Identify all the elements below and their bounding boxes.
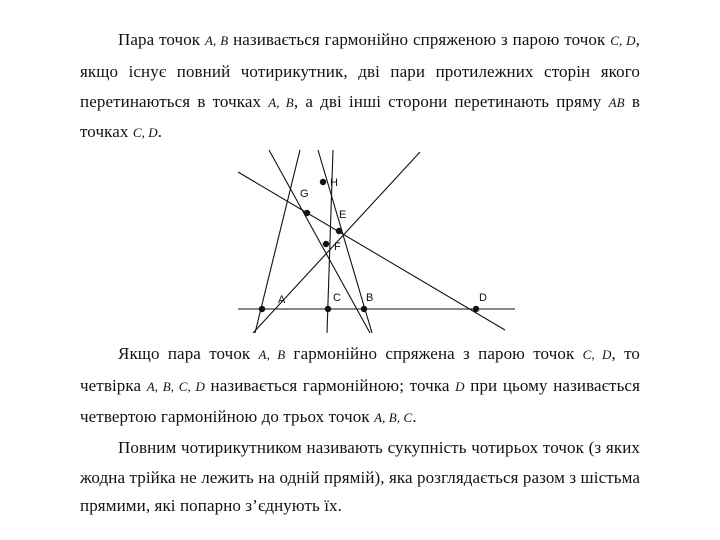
point-a [259, 306, 265, 312]
math-d: D [455, 379, 465, 394]
point-b [361, 306, 367, 312]
label-a: A [278, 294, 286, 306]
label-b: B [366, 292, 374, 304]
math-abc: A, B, C [374, 410, 413, 425]
math-ab: A, B [258, 347, 286, 362]
text: . [412, 407, 417, 426]
label-g: G [300, 188, 309, 200]
label-h: H [330, 177, 338, 189]
point-e [336, 228, 342, 234]
text: називається гармонійно спряженою з парою точок [233, 30, 606, 49]
math-cd: C, D [582, 347, 612, 362]
para3-line2 [80, 468, 640, 488]
text: при цьому називається [470, 376, 640, 395]
para2-line2 [80, 376, 640, 397]
math-ab: A, B [268, 95, 294, 110]
para2-line3 [80, 407, 417, 428]
point-h [320, 179, 326, 185]
text: жодна трійка не лежить на одній прямій), яка розглядається разом з шістьма [80, 468, 640, 487]
math-abcd: A, B, C, D [146, 379, 205, 394]
para2-line1 [118, 344, 640, 365]
text: якщо існує повний чотирикутник, дві пари протилежних сторін якого [80, 62, 640, 81]
para3-line1 [118, 438, 640, 458]
math-ab: A, B [204, 33, 229, 48]
label-c: C [333, 292, 341, 304]
text: , [635, 30, 640, 49]
para3-line3 [80, 496, 342, 516]
math-cd: C, D [610, 33, 636, 48]
text: перетинаються в точках [80, 92, 262, 111]
label-e: E [339, 209, 347, 221]
text: , то [611, 344, 640, 363]
point-c [325, 306, 331, 312]
text: . [157, 122, 163, 141]
point-g [304, 210, 310, 216]
text: четвірка [80, 376, 142, 395]
label-d: D [479, 292, 487, 304]
text: в [631, 92, 640, 111]
text: прямими, які попарно з’єднують їх. [80, 496, 342, 515]
text: Пара точок [118, 30, 201, 49]
text: точках [80, 122, 129, 141]
math-cd: C, D [132, 125, 158, 140]
label-f: F [334, 241, 341, 253]
text: Якщо пара точок [118, 344, 251, 363]
text: Повним чотирикутником називають сукупність чотирьох точок (з яких [118, 438, 640, 457]
text: , а дві інші сторони перетинають пряму [293, 92, 602, 111]
math-line-ab: AB [608, 95, 625, 110]
point-f [323, 241, 329, 247]
text: гармонійно спряжена з парою точок [293, 344, 575, 363]
text: четвертою гармонійною до трьох точок [80, 407, 370, 426]
text: називається гармонійною; точка [210, 376, 450, 395]
point-d [473, 306, 479, 312]
